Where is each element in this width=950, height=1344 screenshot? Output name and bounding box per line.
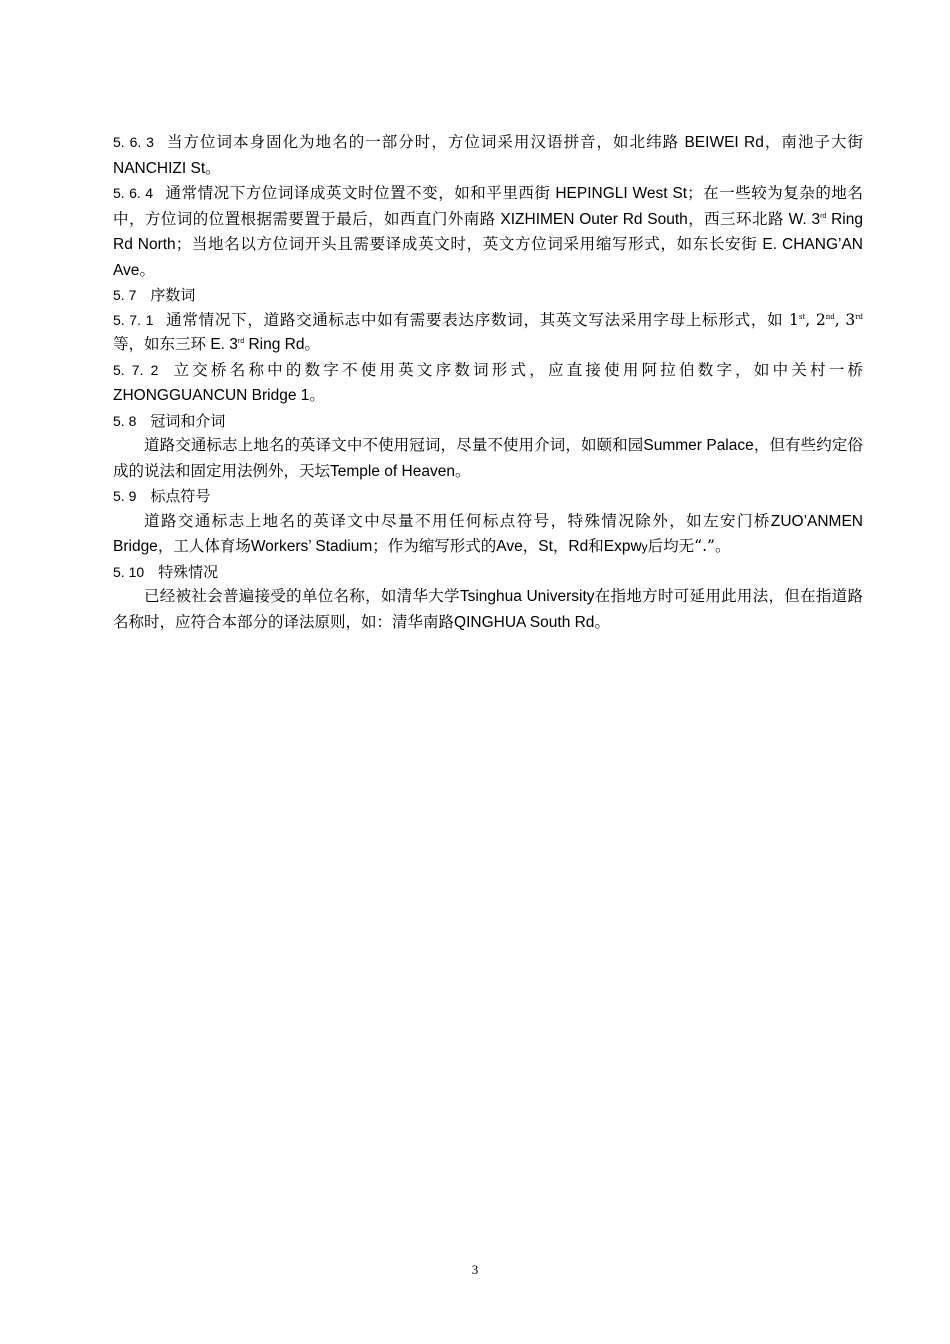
section-5-8-body: 道路交通标志上地名的英译文中不使用冠词，尽量不使用介词，如颐和园Summer Palace，但有些约定俗成的说法和固定用法例外，天坛Temple of Heaven。 — [113, 436, 863, 480]
section-title: 特殊情况 — [158, 562, 219, 581]
section-title: 冠词和介词 — [150, 411, 226, 430]
section-heading-5-7 — [113, 283, 863, 308]
clause-5-7-2: 5. 7. 2 立交桥名称中的数字不使用英文序数词形式，应直接使用阿拉伯数字，如中关村一桥 ZHONGGUANCUN Bridge 1。 — [113, 360, 863, 404]
clause-number: 5. 7. 1 — [113, 311, 154, 328]
clause-5-6-3: 5. 6. 3 当方位词本身固化为地名的一部分时，方位词采用汉语拼音，如北纬路 BEIWEI Rd，南池子大街 NANCHIZI St。 — [113, 133, 863, 177]
page-number: 3 — [471, 1262, 479, 1277]
section-heading-5-10 — [113, 560, 863, 585]
section-number: 5. 10 — [113, 563, 145, 580]
section-title: 序数词 — [150, 286, 196, 304]
section-5-10-body: 已经被社会普遍接受的单位名称，如清华大学Tsinghua University在指地方时可延用此用法，但在指道路名称时，应符合本部分的译法原则，如：清华南路QINGHUA South Rd。 — [113, 587, 863, 631]
section-title: 标点符号 — [150, 487, 211, 505]
section-number: 5. 9 — [113, 488, 137, 504]
section-number: 5. 7 — [113, 287, 137, 303]
clause-number: 5. 6. 3 — [113, 134, 154, 150]
section-number: 5. 8 — [113, 412, 137, 429]
document-body — [113, 130, 863, 635]
clause-number: 5. 6. 4 — [113, 185, 153, 201]
section-5-9-body: 道路交通标志上地名的英译文中尽量不用任何标点符号，特殊情况除外，如左安门桥ZUO’ANMEN Bridge，工人体育场Workers’ Stadium；作为缩写形式的Ave，St，Rd和Expwy后均无“.”。 — [113, 511, 863, 555]
clause-5-7-1: 5. 7. 1 通常情况下，道路交通标志中如有需要表达序数词，其英文写法采用字母上标形式，如 1st, 2nd, 3rd 等，如东三环 E. 3rd Ring Rd。 — [113, 310, 864, 353]
section-heading-5-8 — [113, 409, 863, 434]
clause-number: 5. 7. 2 — [113, 361, 159, 378]
section-heading-5-9 — [113, 484, 863, 509]
clause-5-6-4: 5. 6. 4 通常情况下方位词译成英文时位置不变，如和平里西街 HEPINGLI West St；在一些较为复杂的地名中，方位词的位置根据需要置于最后，如西直门外南路 XIZHIMEN Outer Rd South，西三环北路 W. 3rd Ring Rd North；当地名以方位词开头且需要译成英文时，英文方位词采用缩写形式，如东长安街 E. CHANG’AN Ave。 — [113, 184, 863, 279]
